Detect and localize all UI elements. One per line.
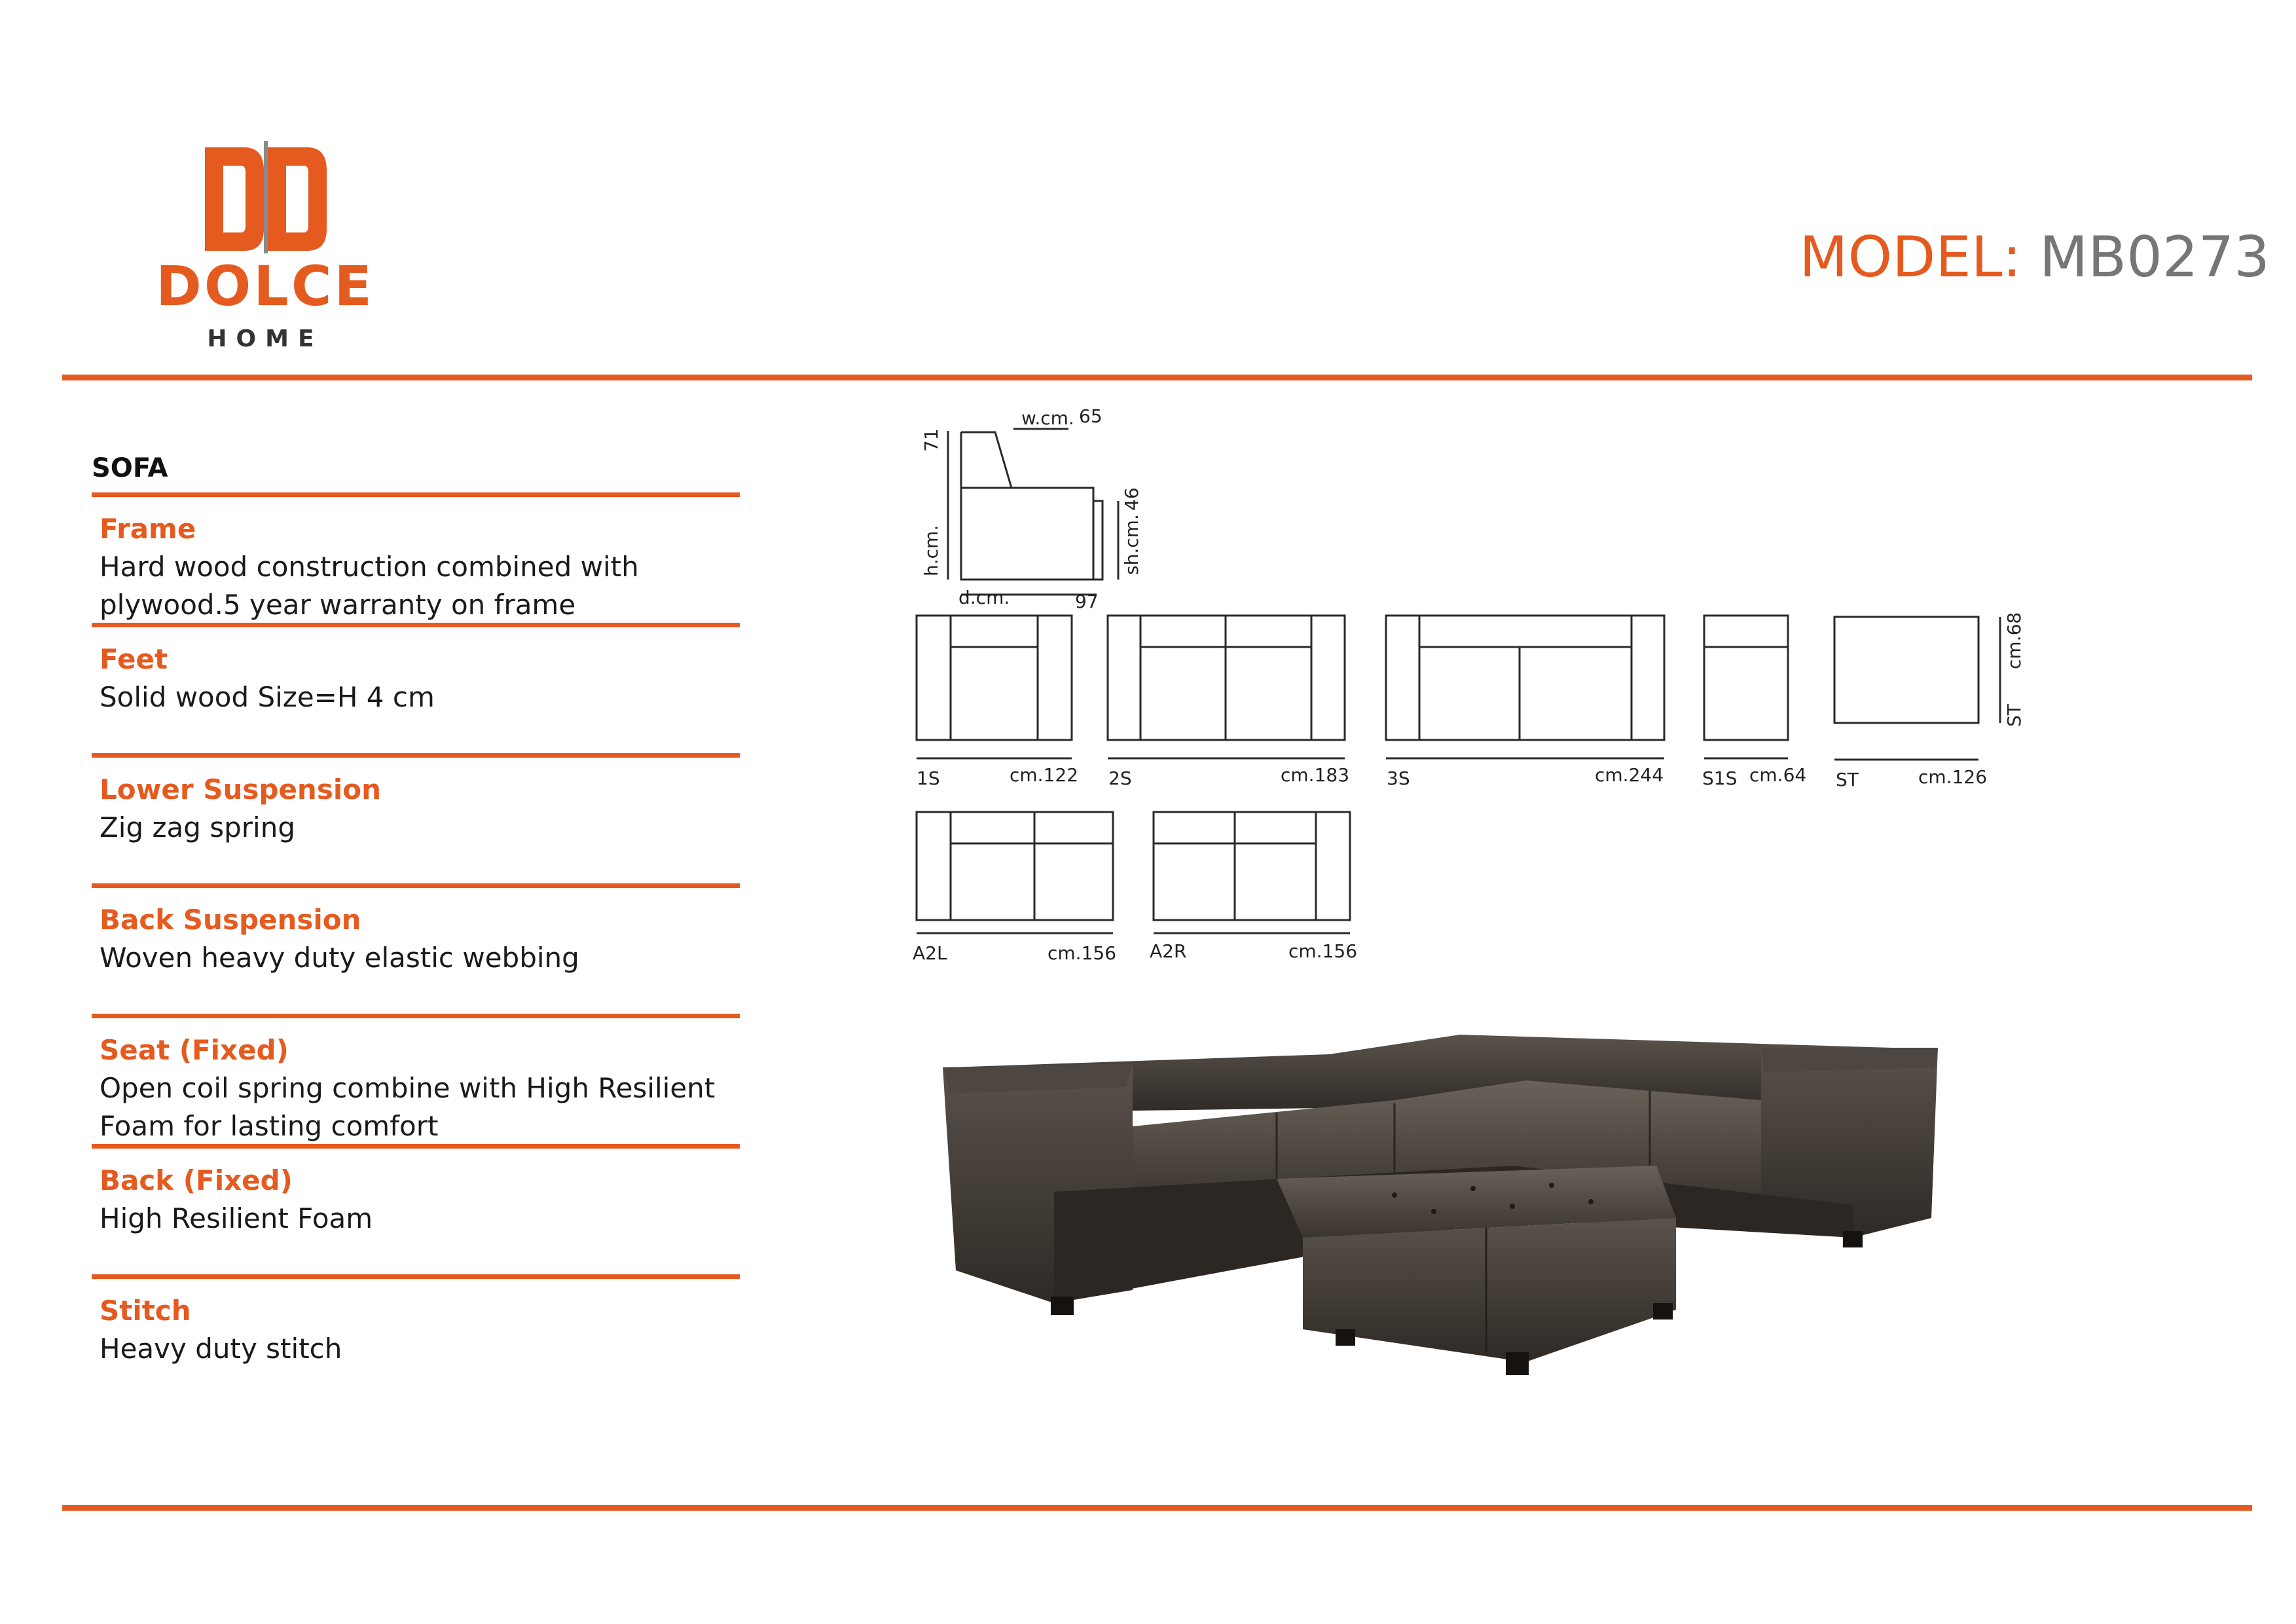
spec-value: Zig zag spring (100, 811, 296, 843)
spec-label: Back (Fixed) (100, 1164, 293, 1196)
module-code: A2L (913, 942, 947, 964)
module-size: cm.156 (1048, 942, 1117, 964)
product-photo (936, 1022, 1958, 1401)
spec-value: Open coil spring combine with High Resilient (100, 1072, 716, 1104)
side-seat-value: 46 (1121, 487, 1142, 511)
spec-value: plywood.5 year warranty on frame (100, 589, 576, 621)
module-code: 3S (1387, 767, 1410, 789)
module-size: cm.122 (1010, 764, 1079, 786)
module-size: cm.126 (1918, 766, 1988, 788)
module-code: S1S (1702, 767, 1738, 789)
spec-stitch (92, 1274, 740, 1405)
model-value: MB0273 (2039, 225, 2270, 290)
spec-feet (92, 623, 740, 753)
module-size: cm.156 (1288, 940, 1358, 962)
model-label: MODEL: (1799, 225, 2022, 290)
footer-divider (62, 1505, 2252, 1511)
spec-label: Lower Suspension (100, 773, 381, 805)
model-heading (1799, 225, 2270, 290)
side-width-label: w.cm. (1021, 407, 1074, 429)
side-view-drawing (920, 405, 1142, 612)
spec-frame (92, 492, 740, 623)
spec-back-suspension (92, 883, 740, 1014)
ottoman-depth-code: ST (2003, 704, 2025, 727)
spec-value: High Resilient Foam (100, 1202, 373, 1234)
spec-seat (92, 1014, 740, 1144)
technical-drawings (897, 399, 2030, 982)
module-A2L (913, 812, 1116, 964)
module-code: 2S (1108, 767, 1132, 789)
module-ST (1834, 612, 2025, 790)
spec-label: Feet (100, 643, 168, 675)
header-divider (62, 375, 2252, 380)
sectional-sofa-illustration (936, 1022, 1958, 1401)
spec-value: Heavy duty stitch (100, 1333, 342, 1365)
side-depth-value: 97 (1075, 591, 1099, 612)
logo-mark-icon (205, 141, 327, 253)
spec-value: Foam for lasting comfort (100, 1110, 439, 1142)
section-title: SOFA (92, 453, 168, 483)
spec-label: Seat (Fixed) (100, 1034, 289, 1066)
ottoman-depth-size: cm.68 (2003, 612, 2025, 669)
spec-value: Solid wood Size=H 4 cm (100, 681, 435, 713)
spec-label: Back Suspension (100, 904, 361, 936)
brand-logo (147, 141, 383, 357)
side-height-value: 71 (920, 428, 942, 452)
module-3S (1386, 616, 1664, 789)
spec-value: Woven heavy duty elastic webbing (100, 942, 579, 974)
brand-subtitle: HOME (207, 325, 323, 352)
spec-list (92, 452, 740, 1405)
side-depth-label: d.cm. (958, 587, 1010, 608)
module-code: ST (1836, 769, 1859, 790)
module-size: cm.244 (1595, 764, 1664, 786)
module-2S (1108, 616, 1349, 789)
module-code: 1S (917, 767, 940, 789)
spec-back (92, 1144, 740, 1274)
side-height-label: h.cm. (920, 525, 942, 576)
spec-lower-suspension (92, 753, 740, 883)
brand-name: DOLCE (156, 254, 374, 318)
module-1S (917, 616, 1078, 789)
spec-value: Hard wood construction combined with (100, 551, 639, 583)
spec-label: Stitch (100, 1295, 191, 1327)
module-code: A2R (1150, 940, 1187, 962)
side-width-value: 65 (1079, 405, 1102, 427)
module-size: cm.64 (1749, 764, 1807, 786)
module-S1S (1702, 616, 1806, 789)
spec-label: Frame (100, 513, 196, 545)
module-A2R (1150, 812, 1357, 962)
module-size: cm.183 (1281, 764, 1350, 786)
side-seat-label: sh.cm. (1121, 514, 1142, 575)
module-drawings-svg (897, 399, 2030, 982)
